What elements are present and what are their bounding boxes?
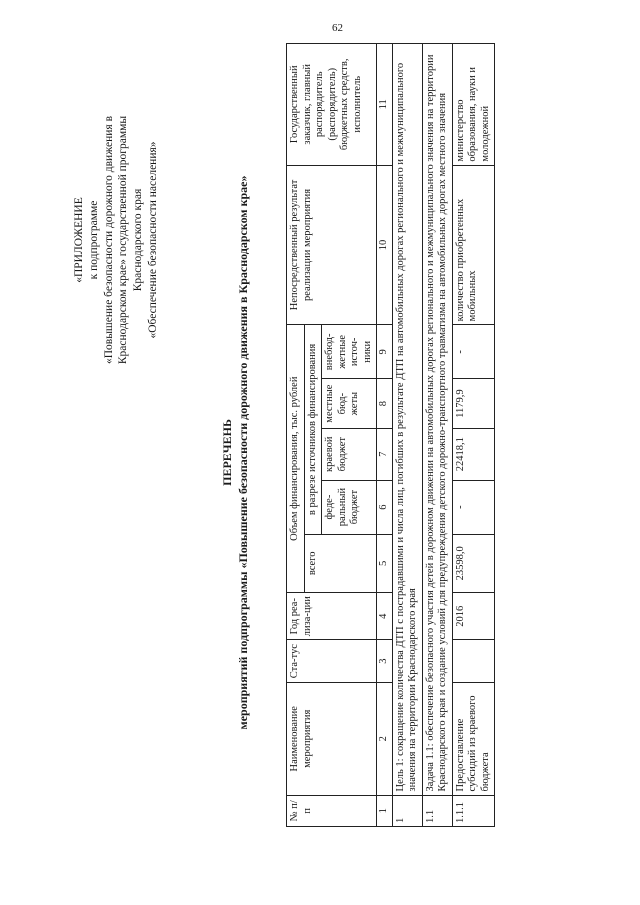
row-num: 1.1.1 xyxy=(452,795,495,826)
col-number: 9 xyxy=(377,325,393,379)
col-number: 2 xyxy=(377,683,393,795)
header-regional: краевой бюджет xyxy=(322,428,377,480)
col-number: 11 xyxy=(377,44,393,166)
header-local: местные бюд-жеты xyxy=(322,379,377,428)
header-num: № п/п xyxy=(287,795,377,826)
header-federal: феде-ральный бюджет xyxy=(322,480,377,534)
row-local: 1179,9 xyxy=(452,379,495,428)
header-customer: Государственный заказчик, главный распорядитель (распорядитель) бюджетных средств, исполнитель xyxy=(287,44,377,166)
appendix-line: к подпрограмме xyxy=(87,200,100,280)
task-row xyxy=(422,44,452,827)
header-total: всего xyxy=(304,534,377,592)
page-number: 62 xyxy=(332,22,343,34)
col-number: 8 xyxy=(377,379,393,428)
goal-row xyxy=(392,44,422,827)
task-num: 1.1 xyxy=(422,795,452,826)
table-row xyxy=(452,44,495,827)
header-result: Непосредственный результат реализации мероприятия xyxy=(287,165,377,325)
row-federal: - xyxy=(452,480,495,534)
appendix-line: «ПРИЛОЖЕНИЕ xyxy=(73,197,85,283)
goal-text: Цель 1: сокращение количества ДТП с пострадавшими и числа лиц, погибших в результате ДТП на автомобильных дорогах регионального и межмуниципального значения на территории Краснодарского края xyxy=(392,44,422,796)
appendix-line: «Обеспечение безопасности населения» xyxy=(146,141,159,339)
measures-table xyxy=(286,43,495,827)
row-name: Предоставление субсидий из краевого бюджета xyxy=(452,683,495,795)
row-customer: министерство образования, науки и молодежной xyxy=(452,44,495,166)
task-text: Задача 1.1: обеспечение безопасного участия детей в дорожном движении на автомобильных дорогах регионального и межмуниципального значения на территории Краснодарского края и создание условий для предупреждения детского дорожно-транспортного травматизма на автомобильных дорогах местного значения xyxy=(422,44,452,796)
appendix-header xyxy=(72,90,161,390)
header-funding: Объем финансирования, тыс. рублей xyxy=(287,325,305,593)
header-by-source: в разрезе источников финансирования xyxy=(304,325,322,534)
row-year: 2016 xyxy=(452,593,495,640)
header-status: Ста-тус xyxy=(287,640,377,683)
header-name: Наименование мероприятия xyxy=(287,683,377,795)
row-regional: 22418,1 xyxy=(452,428,495,480)
col-number: 1 xyxy=(377,795,393,826)
goal-num: 1 xyxy=(392,795,422,826)
header-year: Год реа-лиза-ции xyxy=(287,593,377,640)
col-number: 10 xyxy=(377,165,393,325)
appendix-line: Краснодарском крае» государственной программы xyxy=(117,115,130,365)
document-subtitle: мероприятий подпрограммы «Повышение безопасности дорожного движения в Краснодарском крае» xyxy=(236,175,250,730)
appendix-line: Краснодарского края xyxy=(132,188,145,292)
col-number: 3 xyxy=(377,640,393,683)
row-result: количество приобретенных мобильных xyxy=(452,165,495,325)
row-total: 23598,0 xyxy=(452,534,495,592)
col-number: 6 xyxy=(377,480,393,534)
appendix-line: «Повышение безопасности дорожного движения в xyxy=(102,115,115,365)
row-extra: - xyxy=(452,325,495,379)
header-extra: внебюд-жетные источ-ники xyxy=(322,325,377,379)
col-number: 5 xyxy=(377,534,393,592)
document-title: ПЕРЕЧЕНЬ xyxy=(220,419,234,486)
row-status xyxy=(452,640,495,683)
col-number: 7 xyxy=(377,428,393,480)
col-number: 4 xyxy=(377,593,393,640)
